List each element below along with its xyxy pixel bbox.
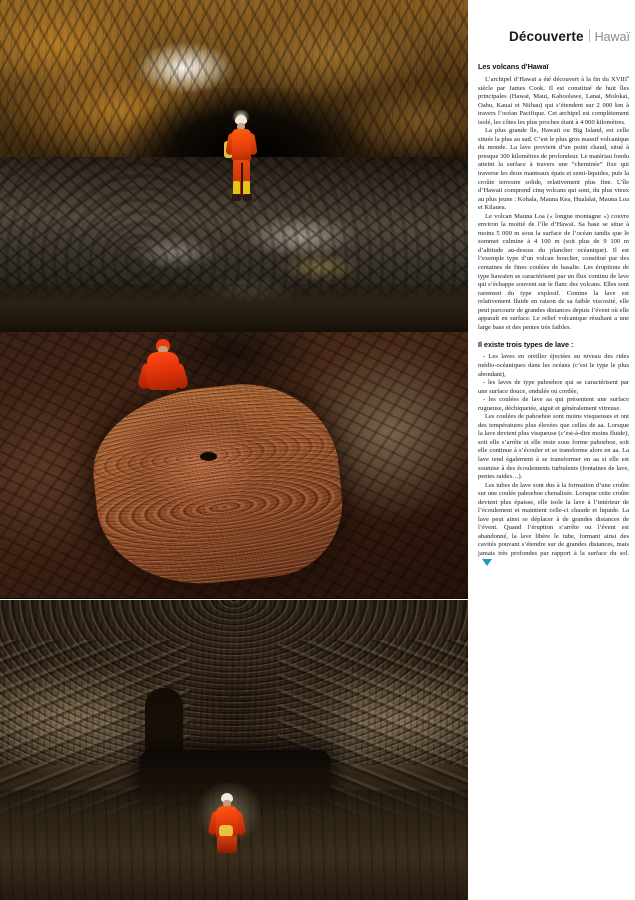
masthead-topic: Hawaï [594, 30, 630, 44]
paragraph-mauna-loa: Le volcan Mauna Loa (« longue montagne ») couvre environ la moitié de l’île d’Hawaï. Sa base se situe à moins 5 000 m sous la surface de l’océan tandis que le sommet culmine à 4 100 m (soit plus de 9 100 m d’altitude au-dessus du plancher océanique). Il est l’exemple type d’un volcan bouclier, constitué par des centaines de fines coulées de basalte. Les éruptions de type hawaïen se caractérisent par un flux continu de lave qui s’échappe souvent sur le flanc des volcans. Elles sont rarement du type explosif. Comme la lave est relativement fluide en raison de sa faible viscosité, elle peut parcourir de grandes distances depuis l’évent où elle apparaît en surface. Le relief volcanique résultant a une large base et des pentes très faibles. [478, 212, 629, 331]
coverall-torso [232, 129, 251, 162]
photo-pahoehoe-flow [0, 332, 468, 598]
caver-figure-seated [210, 793, 244, 855]
sock-left [233, 181, 240, 195]
text-column [478, 0, 630, 900]
boot-left [232, 194, 241, 201]
article-heading-volcans: Les volcans d’Hawaï [478, 62, 549, 71]
cave-foreground-band [0, 284, 468, 332]
paragraph-big-island: La plus grande île, Hawaii ou Big Island, est celle située la plus au sud. C’est le plus gros massif volcanique du monde. La lave provient d’un point chaud, situé à presque 300 kilomètres de profondeur. Le matériau fondu atteint la surface à travers une “cheminée” fixe qui traverse les deux manteaux épais et semi-liquides, puis la croûte terrestre solide, relativement plus fine. L’île d’Hawaii comprend cinq volcans qui sont, du plus vieux au plus jeune : Kohala, Mauna Kea, Hualalai, Mauna Loa et Kilauea. [478, 127, 629, 212]
ordinal-suffix: e [627, 73, 629, 79]
coverall-torso [147, 352, 179, 390]
photo-lava-tube [0, 600, 468, 900]
end-of-article-marker [482, 559, 492, 566]
caver-figure-standing [226, 115, 256, 210]
paragraph-viscosity: Les coulées de pahoehoe sont moins visqueuses et ont des températures plus élevées que celles de aa. Lorsque la lave devient plus visqueuse (c’est-à-dire moins fluide), soit elle s’arrête et elle reste sous forme pahoehoe, soit elle continue à s’écouler et se transforme alors en aa. La lave tend également à se transformer en aa si elle est soumise à des écoulements turbulents (fontaines de lave, pentes raides…). [478, 413, 629, 481]
lava-type-pillow: - Les laves en oreiller éjectées au niveau des rides médio-océaniques dans les océans (c’est le type le plus abondant), [478, 353, 629, 378]
paragraph-lava-tubes [478, 482, 629, 568]
paragraph-archipel-part1: L’archipel d’Hawaï a été découvert à la fin du XVIII [485, 76, 628, 83]
paragraph-archipel-part2: siècle par James Cook. Il est constitué de huit îles principales (Hawaï, Maui, Kahoolawe, Lanai, Molokai, Oahu, Kauai et Niihau) qui s’étendent sur 2 000 km à travers l’océan Pacifique. Cet archipel est complètement isolé, les côtes les plus proches étant à 4 000 kilomètres. [478, 84, 629, 126]
masthead-section: Découverte [509, 29, 584, 44]
masthead [478, 28, 630, 48]
masthead-divider-rule [589, 29, 590, 42]
paragraph-archipel [478, 73, 629, 127]
caver-figure-crouching [140, 337, 186, 397]
lava-type-aa: - les coulées de lave aa qui présentent une surface rugueuse, déchiquetée, aiguë et généralement vitreuse. [478, 396, 629, 412]
photo-separator-line [0, 599, 468, 601]
boot-right [243, 194, 252, 201]
article-body [478, 62, 629, 568]
sock-right [243, 181, 250, 195]
paragraph-lava-tubes-text: Les tubes de lave sont dus à la formation d’une croûte sur une coulée pahoehoe chenalisée. Lorsque cette croûte devient plus épaisse, elle isole la lave à l’intérieur de l’écoulement et maintient celle-ci chaude et liquide. La lave peut ainsi se déplacer à de grandes distances de l’évent. Quand l’éruption s’arrête ou l’évent est abandonné, la lave libère le tube, formant ainsi des cavités pouvant s’étendre sur de grandes distances, mais jamais très profondes par rapport à la surface du sol. [478, 481, 629, 557]
photo-cave-chamber [0, 0, 468, 332]
lava-type-pahoehoe: - les laves de type pahoehoe qui se caractérisent par une surface douce, ondulée ou cordée, [478, 379, 629, 395]
lava-cavity-hole [200, 452, 217, 461]
coverall-legs [217, 836, 237, 853]
article-heading-types-lave: Il existe trois types de lave : [478, 340, 574, 350]
